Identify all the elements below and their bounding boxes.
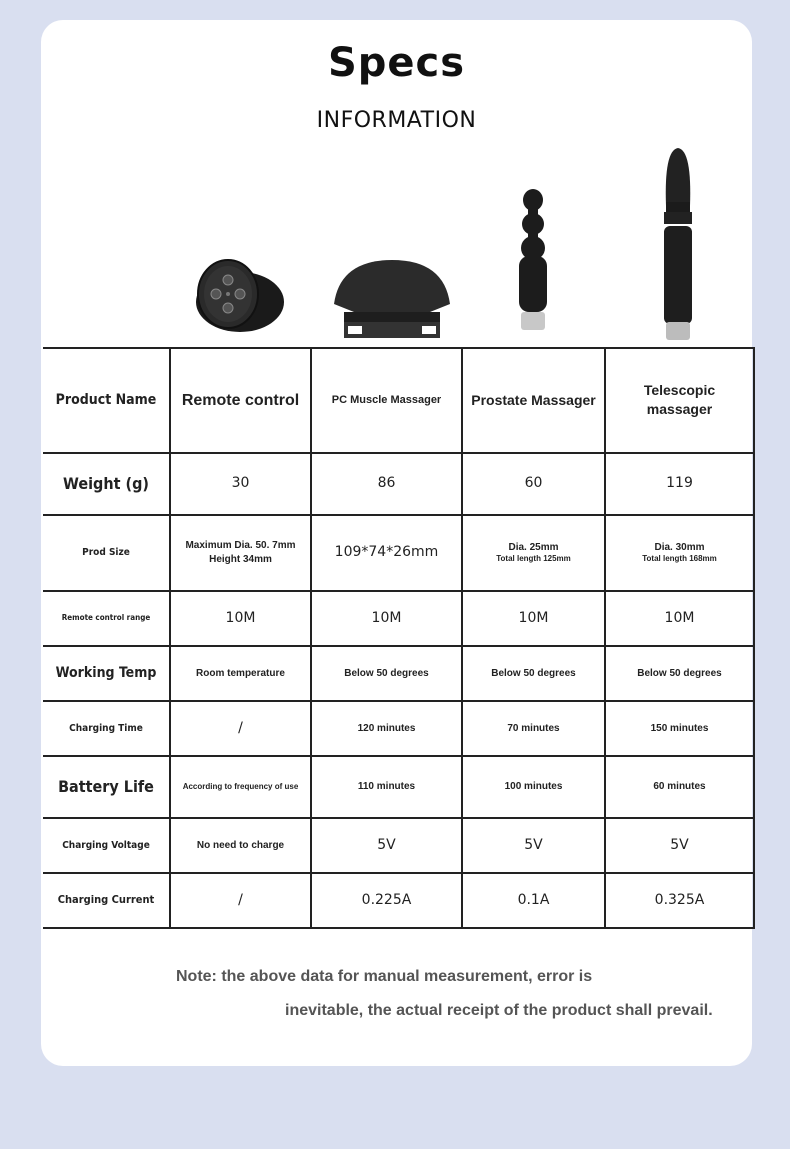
table-cell: 0.325A — [605, 873, 754, 928]
table-cell: 70 minutes — [462, 701, 605, 756]
row-label: Working Temp — [43, 646, 170, 701]
product-name-cell: Remote control — [170, 348, 311, 453]
row-label: Charging Current — [43, 873, 170, 928]
pc-muscle-massager-image — [330, 256, 454, 342]
table-cell — [170, 515, 311, 591]
table-cell: 60 — [462, 453, 605, 515]
table-cell — [462, 515, 605, 591]
page-title: Specs — [327, 40, 466, 86]
table-cell: 10M — [311, 591, 462, 646]
table-row — [43, 453, 754, 515]
table-cell: Below 50 degrees — [462, 646, 605, 701]
table-cell: 10M — [462, 591, 605, 646]
table-cell: 60 minutes — [605, 756, 754, 818]
table-row — [43, 873, 754, 928]
table-cell: 0.225A — [311, 873, 462, 928]
table-cell: No need to charge — [170, 818, 311, 873]
table-cell: Below 50 degrees — [605, 646, 754, 701]
table-header-row — [43, 348, 754, 453]
table-cell — [605, 515, 754, 591]
cell-line: Total length 125mm — [496, 554, 571, 564]
table-cell: 0.1A — [462, 873, 605, 928]
cell-line: 109*74*26mm — [334, 544, 439, 561]
table-cell: / — [170, 873, 311, 928]
row-label: Prod Size — [43, 515, 170, 591]
table-cell: 120 minutes — [311, 701, 462, 756]
row-label: Battery Life — [43, 756, 170, 818]
table-cell: 100 minutes — [462, 756, 605, 818]
table-cell: Room temperature — [170, 646, 311, 701]
table-cell: According to frequency of use — [170, 756, 311, 818]
table-cell: 10M — [170, 591, 311, 646]
table-cell: 10M — [605, 591, 754, 646]
table-cell: 110 minutes — [311, 756, 462, 818]
table-cell: 86 — [311, 453, 462, 515]
table-row — [43, 515, 754, 591]
table-row — [43, 701, 754, 756]
cell-line: Total length 168mm — [642, 554, 717, 564]
table-cell: 30 — [170, 453, 311, 515]
product-name-cell: PC Muscle Massager — [311, 348, 462, 453]
table-cell: 5V — [462, 818, 605, 873]
specs-table — [43, 347, 755, 929]
table-cell: 5V — [311, 818, 462, 873]
table-cell: 119 — [605, 453, 754, 515]
cell-line: Maximum Dia. 50. 7mm — [185, 540, 296, 552]
cell-line: Dia. 25mm — [508, 541, 559, 553]
row-label: Charging Voltage — [43, 818, 170, 873]
table-row — [43, 646, 754, 701]
page-subtitle: INFORMATION — [316, 108, 477, 133]
row-label: Charging Time — [43, 701, 170, 756]
note-line-2: inevitable, the actual receipt of the product shall prevail. — [285, 1002, 713, 1019]
remote-control-image — [194, 256, 286, 338]
table-cell: 5V — [605, 818, 754, 873]
table-cell: Below 50 degrees — [311, 646, 462, 701]
product-name-cell: Telescopic massager — [605, 348, 754, 453]
table-row — [43, 756, 754, 818]
cell-line: Dia. 30mm — [654, 541, 705, 553]
telescopic-massager-image — [656, 146, 700, 342]
product-name-cell: Prostate Massager — [462, 348, 605, 453]
note-line-1: Note: the above data for manual measurement, error is — [176, 968, 593, 985]
prostate-massager-image — [512, 188, 554, 336]
table-row — [43, 818, 754, 873]
row-label: Remote control range — [43, 591, 170, 646]
table-cell: / — [170, 701, 311, 756]
row-label: Weight (g) — [43, 453, 170, 515]
header-label-cell: Product Name — [43, 348, 170, 453]
table-cell — [311, 515, 462, 591]
table-cell: 150 minutes — [605, 701, 754, 756]
cell-line: Height 34mm — [209, 553, 272, 565]
table-row — [43, 591, 754, 646]
